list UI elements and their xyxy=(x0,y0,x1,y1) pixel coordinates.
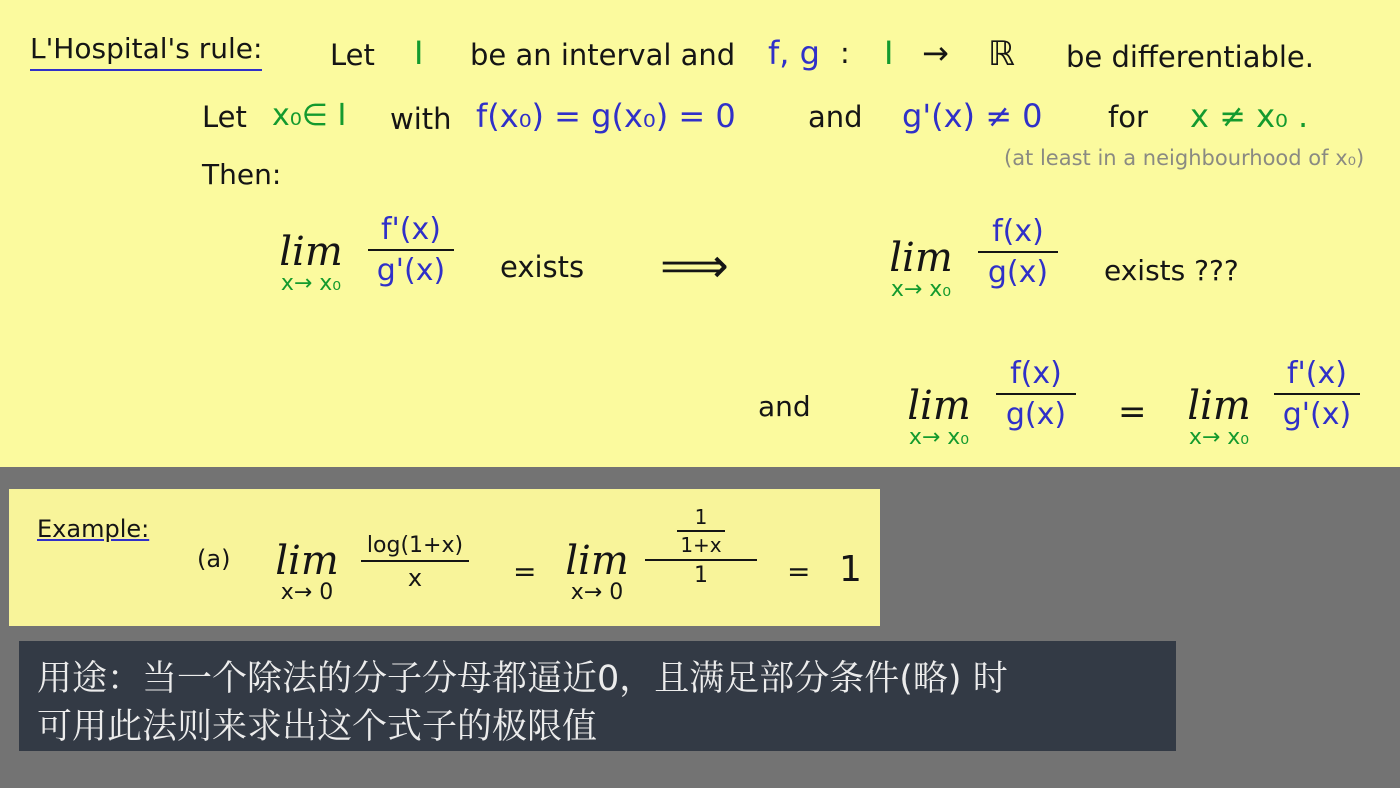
derivative-fraction xyxy=(368,212,454,288)
function-fraction xyxy=(978,214,1058,290)
lim-operator: lim xyxy=(1187,383,1251,429)
lim-operator: lim xyxy=(889,235,953,281)
then-word: Then: xyxy=(202,158,282,191)
inner-numerator: 1 xyxy=(694,505,708,529)
g-prime-x: g'(x) xyxy=(376,253,446,288)
maps-to-arrow: → xyxy=(922,34,949,72)
lim-subscript: x→ x₀ xyxy=(908,425,970,450)
g-prime-x: g'(x) xyxy=(1282,397,1352,432)
inner-fraction-bar xyxy=(677,530,725,532)
and-word-2: and xyxy=(758,390,811,423)
lim-subscript: x→ x₀ xyxy=(890,277,952,302)
rule-title: L'Hospital's rule: xyxy=(30,32,262,71)
example-label: Example: xyxy=(37,515,150,543)
domain-symbol: I xyxy=(884,34,894,72)
be-interval-text: be an interval and xyxy=(470,38,736,72)
neighbourhood-note: (at least in a neighbourhood of x₀) xyxy=(1004,146,1365,170)
fraction-bar xyxy=(978,251,1058,253)
exists-question: exists ??? xyxy=(1104,254,1239,287)
for-word: for xyxy=(1108,100,1148,134)
fraction-bar xyxy=(645,559,757,561)
limit-rhs xyxy=(1176,383,1262,450)
interval-symbol: I xyxy=(414,34,424,72)
implies-arrow: ⟹ xyxy=(660,238,729,294)
limit-derivative-ratio xyxy=(268,229,354,296)
fraction-bar xyxy=(1274,393,1360,395)
reals-symbol: ℝ xyxy=(988,34,1015,74)
equals-sign: = xyxy=(1118,392,1147,432)
f-prime-x: f'(x) xyxy=(1287,356,1347,391)
lim-subscript: x→ 0 xyxy=(570,580,624,605)
lim-operator: lim xyxy=(279,229,343,275)
fraction-bar xyxy=(368,249,454,251)
functions-fg: f, g xyxy=(768,34,820,72)
example-result: 1 xyxy=(839,549,862,590)
be-differentiable-text: be differentiable. xyxy=(1066,40,1314,74)
example-panel xyxy=(9,489,880,626)
g-prime-nonzero: g'(x) ≠ 0 xyxy=(902,97,1043,135)
with-word: with xyxy=(390,102,452,136)
lim-operator: lim xyxy=(907,383,971,429)
fraction-bar xyxy=(996,393,1076,395)
limit-lhs xyxy=(896,383,982,450)
caption-line-1: 用途：当一个除法的分子分母都逼近0，且满足部分条件(略) 时 xyxy=(37,659,1008,699)
lim-operator: lim xyxy=(275,538,339,584)
log-fraction xyxy=(361,533,469,592)
x0-in-interval: x₀∈ I xyxy=(272,98,347,133)
let-word-2: Let xyxy=(202,100,247,134)
caption-line-2: 可用此法则来求出这个式子的极限值 xyxy=(37,707,598,747)
exists-word-1: exists xyxy=(500,250,585,284)
inner-denominator: 1+x xyxy=(680,533,722,557)
rhs-fraction xyxy=(1274,356,1360,432)
x-denominator: x xyxy=(407,564,423,592)
limit-function-ratio xyxy=(878,235,964,302)
x-not-x0: x ≠ x₀ . xyxy=(1190,97,1309,135)
outer-denominator: 1 xyxy=(694,563,708,588)
lim-subscript: x→ x₀ xyxy=(1188,425,1250,450)
example-equals-2: = xyxy=(787,555,811,588)
fraction-bar xyxy=(361,560,469,562)
lim-subscript: x→ x₀ xyxy=(280,271,342,296)
lhs-fraction xyxy=(996,356,1076,432)
let-word-1: Let xyxy=(330,38,375,72)
derivative-quotient xyxy=(645,505,757,588)
log-numerator: log(1+x) xyxy=(366,533,464,558)
g-x: g(x) xyxy=(1005,397,1067,432)
example-limit-2 xyxy=(561,538,633,605)
f-prime-x: f'(x) xyxy=(381,212,441,247)
lim-subscript: x→ 0 xyxy=(280,580,334,605)
example-limit-1 xyxy=(271,538,343,605)
lim-operator: lim xyxy=(565,538,629,584)
g-x: g(x) xyxy=(987,255,1049,290)
colon: : xyxy=(840,36,850,70)
example-equals-1: = xyxy=(513,555,537,588)
zero-condition: f(x₀) = g(x₀) = 0 xyxy=(476,97,736,135)
part-a-label: (a) xyxy=(197,545,231,573)
f-x: f(x) xyxy=(1010,356,1062,391)
f-x: f(x) xyxy=(992,214,1044,249)
and-word-1: and xyxy=(808,100,863,134)
subtitle-caption xyxy=(19,641,1176,751)
